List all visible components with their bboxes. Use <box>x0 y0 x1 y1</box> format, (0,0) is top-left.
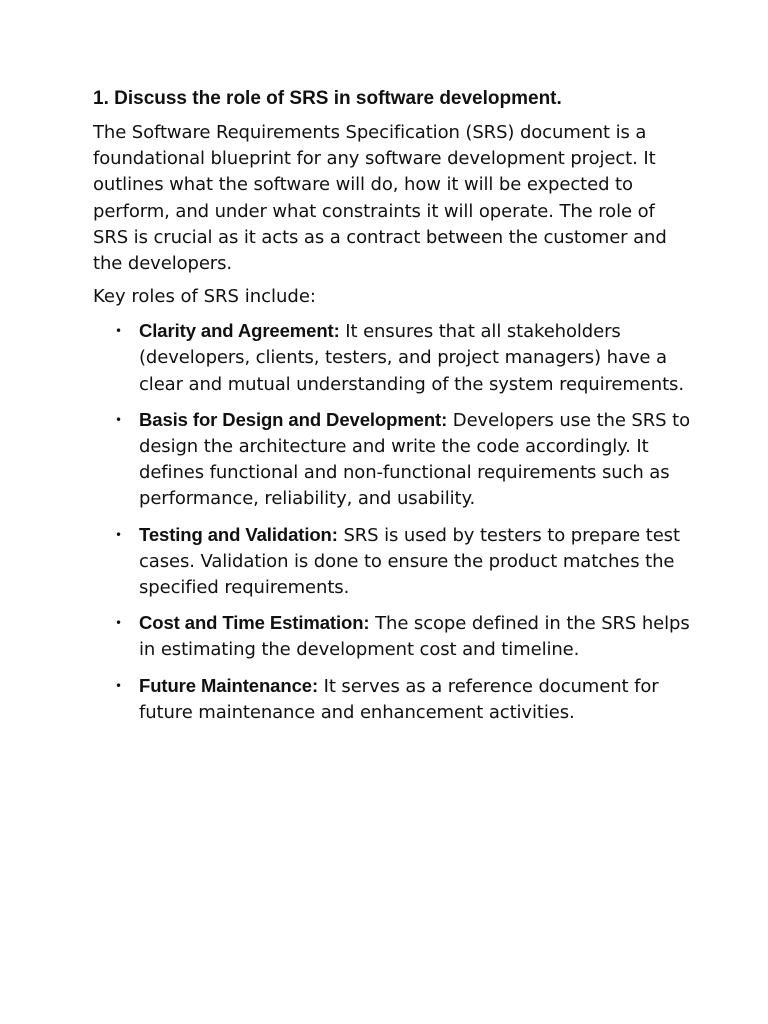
list-item <box>93 407 693 513</box>
role-text: It serves as a reference document for future maintenance and enhancement activities. <box>139 675 659 723</box>
bullet-icon: • <box>115 678 122 693</box>
roles-list <box>93 318 693 726</box>
list-item <box>93 610 693 663</box>
document-page <box>93 86 693 735</box>
question-heading: 1. Discuss the role of SRS in software development. <box>93 88 562 109</box>
role-text: Developers use the SRS to design the architecture and write the code accordingly. It defines functional and non-functional requirements such as performance, reliability, and usability. <box>139 409 690 510</box>
bullet-icon: • <box>115 412 122 427</box>
role-term: Clarity and Agreement: <box>139 320 340 342</box>
role-term: Future Maintenance: <box>139 674 319 696</box>
list-item <box>93 318 693 398</box>
bullet-icon: • <box>115 527 122 542</box>
role-term: Basis for Design and Development: <box>139 408 448 430</box>
role-term: Testing and Validation: <box>139 523 338 545</box>
list-item <box>93 673 693 726</box>
srs-paragraph: The Software Requirements Specification (SRS) document is a foundational blueprint for any software development project. It outlines what the software will do, how it will be expected to perform, and under what constraints it will operate. The role of SRS is crucial as it acts as a contract between the customer and the developers. <box>93 122 667 275</box>
role-term: Cost and Time Estimation: <box>139 612 370 634</box>
roles-intro: Key roles of SRS include: <box>93 286 316 308</box>
role-text: SRS is used by testers to prepare test cases. Validation is done to ensure the product matches the specified requirements. <box>139 524 680 599</box>
role-text: The scope defined in the SRS helps in estimating the development cost and timeline. <box>139 613 690 661</box>
list-item <box>93 522 693 602</box>
role-text: It ensures that all stakeholders (developers, clients, testers, and project managers) have a clear and mutual understanding of the system requirements. <box>139 321 684 395</box>
bullet-icon: • <box>115 324 122 339</box>
bullet-icon: • <box>115 616 122 631</box>
